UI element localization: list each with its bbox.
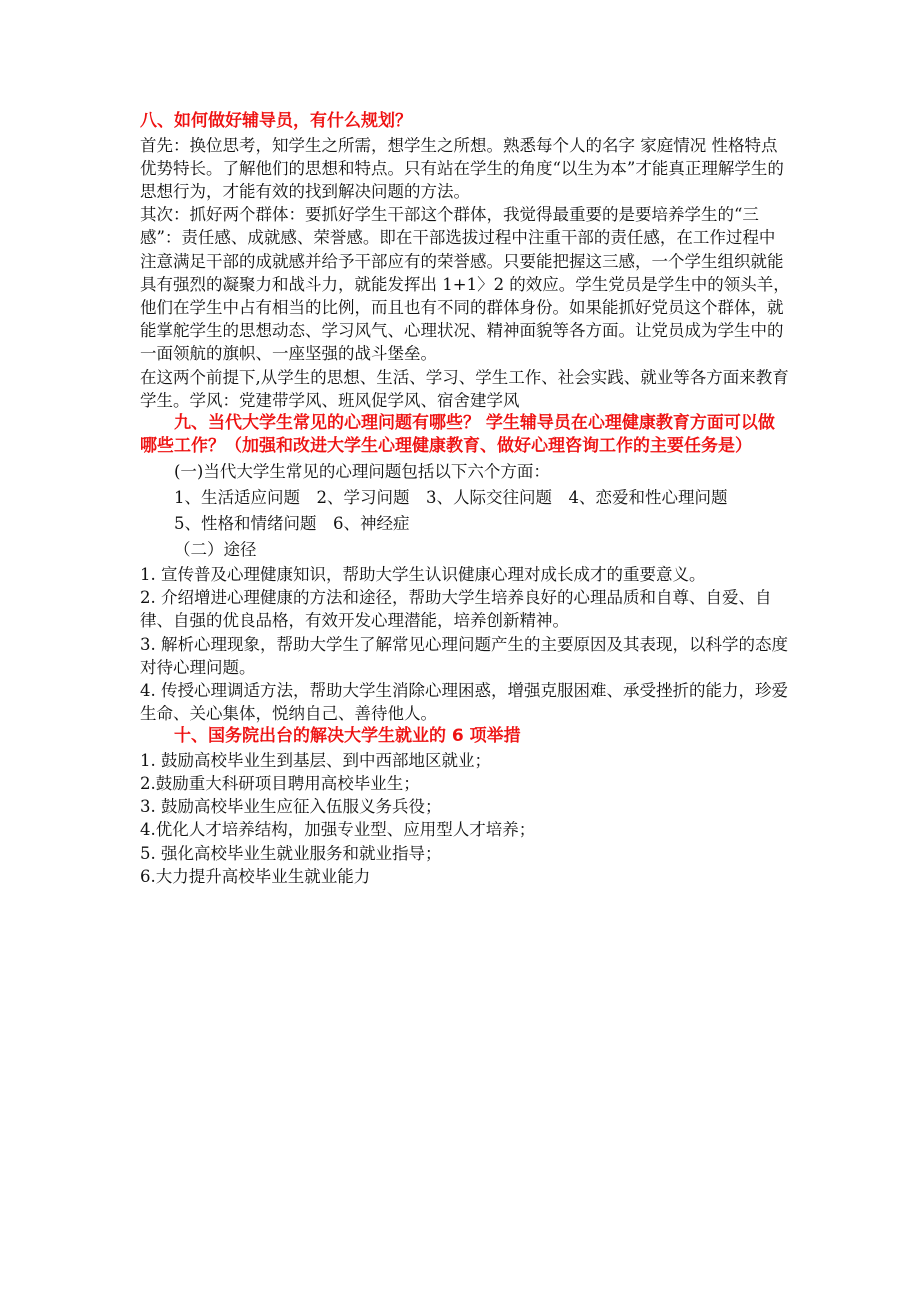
section-9-problems-line-1: 1、生活适应问题 2、学习问题 3、人际交往问题 4、恋爱和性心理问题 (174, 487, 728, 507)
section-9-path-title: （二）途径 (174, 539, 257, 559)
section-10-item-3: 3. 鼓励高校毕业生应征入伍服义务兵役； (140, 797, 442, 817)
section-10-item-1: 1. 鼓励高校毕业生到基层、到中西部地区就业； (140, 750, 491, 770)
section-9-path-1: 1. 宣传普及心理健康知识，帮助大学生认识健康心理对成长成才的重要意义。 (140, 564, 706, 584)
section-8-heading: 八、如何做好辅导员，有什么规划？ (140, 111, 412, 131)
section-9-intro: (一)当代大学生常见的心理问题包括以下六个方面： (174, 461, 550, 481)
section-8-paragraph-1: 首先：换位思考，知学生之所需，想学生之所想。熟悉每个人的名字 家庭情况 性格特点 优势特长。了解他们的思想和特点。只有站在学生的角度“以生为本”才能真正理解学生的思想行为，才能有效的找到解决问题的方法。 (140, 135, 784, 201)
section-9-path-4: 4. 传授心理调适方法，帮助大学生消除心理困惑，增强克服困难、承受挫折的能力，珍爱生命、关心集体，悦纳自己、善待他人。 (140, 680, 788, 724)
section-10-item-6: 6.大力提升高校毕业生就业能力 (140, 866, 371, 886)
section-10-item-5: 5. 强化高校毕业生就业服务和就业指导； (140, 843, 442, 863)
section-8-paragraph-2: 其次：抓好两个群体：要抓好学生干部这个群体，我觉得最重要的是要培养学生的“三感”：责任感、成就感、荣誉感。即在干部选拔过程中注重干部的责任感，在工作过程中注意满足干部的成就感并给予干部应有的荣誉感。只要能把握这三感，一个学生组织就能具有强烈的凝聚力和战斗力，就能发挥出 1+1〉2 的效应。学生党员是学生中的领头羊，他们在学生中占有相当的比例，而且也有不同的群体身份。如果能抓好党员这个群体，就能掌舵学生的思想动态、学习风气、心理状况、精神面貌等各方面。让党员成为学生中的一面领航的旗帜、一座坚强的战斗堡垒。 (140, 205, 790, 364)
section-9-heading: 九、当代大学生常见的心理问题有哪些？ 学生辅导员在心理健康教育方面可以做哪些工作？（加强和改进大学生心理健康教育、做好心理咨询工作的主要任务是） (140, 412, 775, 457)
section-9-problems-line-2: 5、性格和情绪问题 6、神经症 (174, 513, 410, 533)
document-body (140, 110, 790, 888)
section-9-path-2: 2. 介绍增进心理健康的方法和途径，帮助大学生培养良好的心理品质和自尊、自爱、自律、自强的优良品格，有效开发心理潜能，培养创新精神。 (140, 588, 772, 631)
section-10-item-4: 4.优化人才培养结构，加强专业型、应用型人才培养； (140, 820, 536, 840)
section-10-heading: 十、国务院出台的解决大学生就业的 6 项举措 (174, 726, 521, 747)
section-10-item-2: 2.鼓励重大科研项目聘用高校毕业生； (140, 774, 420, 794)
section-9-path-3: 3. 解析心理现象，帮助大学生了解常见心理问题产生的主要原因及其表现，以科学的态度对待心理问题。 (140, 634, 788, 677)
section-8-paragraph-3: 在这两个前提下,从学生的思想、生活、学习、学生工作、社会实践、就业等各方面来教育学生。学风：党建带学风、班风促学风、宿舍建学风 (140, 367, 789, 410)
